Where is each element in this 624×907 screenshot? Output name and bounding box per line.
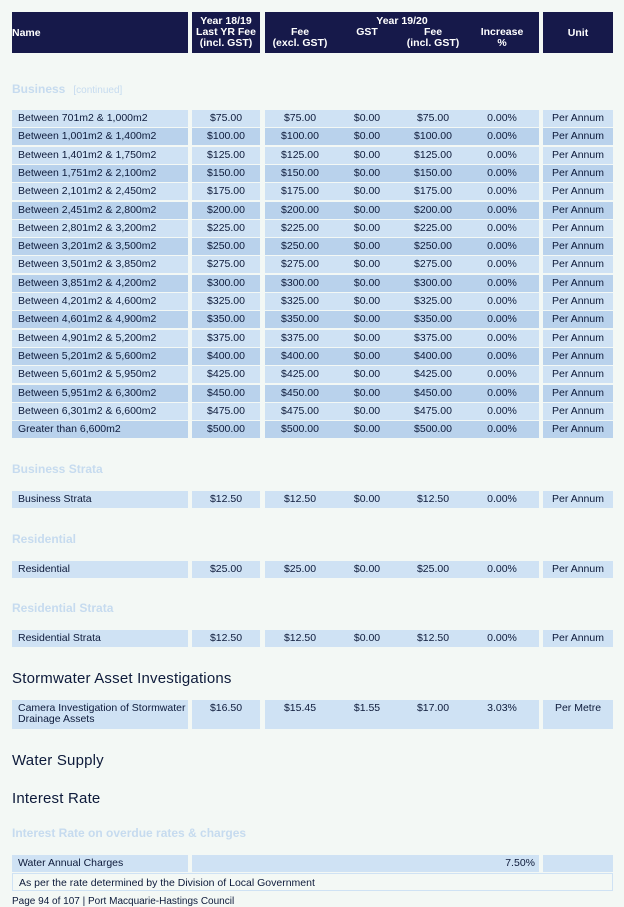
section-residential-strata-title: Residential Strata	[12, 601, 114, 615]
row-fee-excl: $325.00	[281, 295, 319, 307]
row-gst: $0.00	[353, 204, 381, 216]
row-gst: $0.00	[353, 167, 381, 179]
row-name: Between 3,851m2 & 4,200m2	[12, 275, 188, 292]
page-footer: Page 94 of 107 | Port Macquarie-Hastings Council	[12, 896, 235, 907]
row-gst: $0.00	[353, 423, 381, 435]
row-gst: $0.00	[353, 632, 381, 644]
header-increase: Increase	[480, 26, 524, 38]
row-last-yr-fee: $100.00	[192, 128, 260, 145]
row-gst: $0.00	[353, 222, 381, 234]
row-last-yr-fee: $25.00	[192, 561, 260, 578]
row-name: Between 1,401m2 & 1,750m2	[12, 147, 188, 164]
row-unit: Per Annum	[543, 275, 613, 292]
row-fee-incl: $350.00	[414, 313, 452, 325]
row-gst: $0.00	[353, 112, 381, 124]
header-unit: Unit	[567, 27, 589, 39]
row-unit: Per Annum	[543, 202, 613, 219]
row-fee-excl: $225.00	[281, 222, 319, 234]
row-name-line1: Camera Investigation of Stormwater	[18, 702, 186, 714]
table-row	[12, 165, 613, 182]
row-unit: Per Annum	[543, 147, 613, 164]
row-last-yr-fee: $375.00	[192, 330, 260, 347]
row-gst: $0.00	[353, 350, 381, 362]
row-unit: Per Annum	[543, 630, 613, 647]
row-name: Between 3,501m2 & 3,850m2	[12, 256, 188, 273]
table-row	[12, 855, 613, 872]
row-unit: Per Annum	[543, 238, 613, 255]
table-row	[12, 275, 613, 292]
row-last-yr-fee: $200.00	[192, 202, 260, 219]
row-gst: $0.00	[353, 387, 381, 399]
section-interest-rate-title: Interest Rate	[12, 790, 101, 807]
table-row	[12, 256, 613, 273]
row-name: Between 2,801m2 & 3,200m2	[12, 220, 188, 237]
table-row	[12, 403, 613, 420]
row-year-curr	[265, 385, 539, 402]
row-increase: 0.00%	[487, 185, 517, 197]
row-increase: 0.00%	[487, 258, 517, 270]
row-last-yr-fee: $275.00	[192, 256, 260, 273]
row-fee-incl: $400.00	[414, 350, 452, 362]
table-row	[12, 238, 613, 255]
row-name: Between 6,301m2 & 6,600m2	[12, 403, 188, 420]
row-fee-excl: $425.00	[281, 368, 319, 380]
row-gst: $0.00	[353, 240, 381, 252]
row-year-curr	[265, 238, 539, 255]
header-fee-excl: Fee	[290, 26, 310, 38]
row-unit: Per Annum	[543, 110, 613, 127]
table-row	[12, 366, 613, 383]
row-fee-incl: $300.00	[414, 277, 452, 289]
row-last-yr-fee: $175.00	[192, 183, 260, 200]
row-name: Between 4,601m2 & 4,900m2	[12, 311, 188, 328]
row-fee-incl: $225.00	[414, 222, 452, 234]
header-year-curr-cell	[265, 12, 539, 53]
row-increase: 0.00%	[487, 130, 517, 142]
row-unit: Per Annum	[543, 330, 613, 347]
row-fee-incl: $275.00	[414, 258, 452, 270]
header-last-yr-incl-gst: (incl. GST)	[199, 37, 253, 49]
row-year-curr	[265, 293, 539, 310]
row-unit: Per Annum	[543, 183, 613, 200]
row-name: Between 5,201m2 & 5,600m2	[12, 348, 188, 365]
row-unit: Per Annum	[543, 128, 613, 145]
row-year-curr	[265, 202, 539, 219]
row-name: Water Annual Charges	[12, 855, 188, 872]
row-unit: Per Annum	[543, 256, 613, 273]
row-increase: 0.00%	[487, 167, 517, 179]
header-year-prev: Year 18/19	[200, 15, 252, 27]
row-fee-incl: $17.00	[416, 702, 450, 714]
row-name: Between 1,751m2 & 2,100m2	[12, 165, 188, 182]
row-fee-incl: $12.50	[416, 632, 450, 644]
row-year-curr	[265, 311, 539, 328]
row-fee-excl: $475.00	[281, 405, 319, 417]
row-gst: $0.00	[353, 130, 381, 142]
row-unit: Per Annum	[543, 385, 613, 402]
row-unit: Per Metre	[543, 700, 613, 729]
row-increase: 0.00%	[487, 632, 517, 644]
header-gst: GST	[356, 26, 378, 38]
table-row	[12, 700, 613, 729]
table-row	[12, 348, 613, 365]
row-fee-incl: $325.00	[414, 295, 452, 307]
row-name: Between 2,451m2 & 2,800m2	[12, 202, 188, 219]
row-increase: 0.00%	[487, 563, 517, 575]
row-gst: $0.00	[353, 277, 381, 289]
row-fee-excl: $100.00	[281, 130, 319, 142]
header-name: Name	[12, 27, 41, 39]
header-increase-pct: %	[497, 37, 507, 49]
header-fee-incl: Fee	[423, 26, 443, 38]
row-rate-value: 7.50%	[505, 857, 535, 869]
row-unit: Per Annum	[543, 366, 613, 383]
row-increase: 0.00%	[487, 332, 517, 344]
row-fee-excl: $12.50	[283, 493, 317, 505]
row-year-curr	[265, 147, 539, 164]
row-fee-excl: $350.00	[281, 313, 319, 325]
row-name: Residential	[12, 561, 188, 578]
header-last-yr-cell	[192, 12, 260, 53]
row-last-yr-fee: $325.00	[192, 293, 260, 310]
section-business-title	[12, 82, 122, 96]
row-name: Between 5,951m2 & 6,300m2	[12, 385, 188, 402]
row-increase: 0.00%	[487, 204, 517, 216]
section-residential-title: Residential	[12, 532, 77, 546]
header-fee-incl-sub: (incl. GST)	[406, 37, 460, 49]
row-unit: Per Annum	[543, 348, 613, 365]
row-last-yr-fee: $225.00	[192, 220, 260, 237]
row-gst: $0.00	[353, 258, 381, 270]
row-last-yr-fee: $425.00	[192, 366, 260, 383]
row-fee-excl: $25.00	[283, 563, 317, 575]
business-title-text: Business	[12, 82, 66, 96]
table-row	[12, 311, 613, 328]
row-fee-incl: $25.00	[416, 563, 450, 575]
table-row	[12, 330, 613, 347]
row-increase: 0.00%	[487, 350, 517, 362]
row-last-yr-fee: $12.50	[192, 491, 260, 508]
row-increase: 0.00%	[487, 149, 517, 161]
row-gst: $0.00	[353, 563, 381, 575]
row-fee-excl: $125.00	[281, 149, 319, 161]
row-fee-excl: $150.00	[281, 167, 319, 179]
row-increase: 0.00%	[487, 240, 517, 252]
table-row	[12, 110, 613, 127]
row-last-yr-fee: $125.00	[192, 147, 260, 164]
row-unit: Per Annum	[543, 421, 613, 438]
row-fee-excl: $200.00	[281, 204, 319, 216]
row-fee-excl: $375.00	[281, 332, 319, 344]
row-name	[12, 700, 188, 729]
row-last-yr-fee: $300.00	[192, 275, 260, 292]
table-row	[12, 561, 613, 578]
row-year-curr	[265, 128, 539, 145]
row-increase: 0.00%	[487, 493, 517, 505]
row-fee-excl: $450.00	[281, 387, 319, 399]
row-fee-excl: $175.00	[281, 185, 319, 197]
row-year-curr	[265, 220, 539, 237]
row-name: Business Strata	[12, 491, 188, 508]
row-year-curr	[265, 403, 539, 420]
row-year-curr	[265, 561, 539, 578]
section-stormwater-title: Stormwater Asset Investigations	[12, 670, 232, 687]
row-unit: Per Annum	[543, 220, 613, 237]
row-gst: $0.00	[353, 405, 381, 417]
row-fee-incl: $125.00	[414, 149, 452, 161]
row-fee-excl: $250.00	[281, 240, 319, 252]
row-year-curr	[265, 110, 539, 127]
table-row	[12, 630, 613, 647]
row-year-curr	[265, 366, 539, 383]
row-last-yr-fee: $16.50	[192, 700, 260, 729]
row-increase: 0.00%	[487, 277, 517, 289]
row-gst: $0.00	[353, 368, 381, 380]
row-increase: 0.00%	[487, 222, 517, 234]
row-name: Between 4,201m2 & 4,600m2	[12, 293, 188, 310]
row-name: Greater than 6,600m2	[12, 421, 188, 438]
row-fee-incl: $100.00	[414, 130, 452, 142]
row-gst: $0.00	[353, 332, 381, 344]
row-name: Between 1,001m2 & 1,400m2	[12, 128, 188, 145]
section-interest-overdue-title: Interest Rate on overdue rates & charges	[12, 826, 247, 840]
row-fee-excl: $75.00	[283, 112, 317, 124]
row-unit: Per Annum	[543, 165, 613, 182]
row-name: Between 2,101m2 & 2,450m2	[12, 183, 188, 200]
row-fee-incl: $475.00	[414, 405, 452, 417]
row-fee-excl: $400.00	[281, 350, 319, 362]
row-name-line2: Drainage Assets	[18, 713, 95, 725]
row-fee-incl: $250.00	[414, 240, 452, 252]
row-increase: 0.00%	[487, 112, 517, 124]
row-fee-incl: $425.00	[414, 368, 452, 380]
row-increase: 0.00%	[487, 423, 517, 435]
header-year-curr: Year 19/20	[376, 15, 428, 27]
header-last-yr-fee: Last YR Fee	[196, 26, 256, 38]
row-gst: $0.00	[353, 149, 381, 161]
row-name: Between 3,201m2 & 3,500m2	[12, 238, 188, 255]
row-year-curr	[265, 421, 539, 438]
table-row	[12, 220, 613, 237]
row-year-curr	[265, 330, 539, 347]
business-continued: [continued]	[73, 85, 123, 96]
row-fee-excl: $300.00	[281, 277, 319, 289]
row-year-curr	[265, 275, 539, 292]
table-row	[12, 147, 613, 164]
row-increase: 0.00%	[487, 387, 517, 399]
row-fee-incl: $175.00	[414, 185, 452, 197]
row-unit: Per Annum	[543, 311, 613, 328]
row-year-curr	[265, 256, 539, 273]
row-name: Residential Strata	[12, 630, 188, 647]
row-year-curr	[265, 630, 539, 647]
table-row	[12, 293, 613, 310]
row-unit: Per Annum	[543, 561, 613, 578]
table-row	[12, 385, 613, 402]
row-last-yr-fee: $400.00	[192, 348, 260, 365]
header-name-cell	[12, 12, 188, 53]
row-name: Between 4,901m2 & 5,200m2	[12, 330, 188, 347]
row-unit: Per Annum	[543, 403, 613, 420]
row-fee-excl: $15.45	[283, 702, 317, 714]
row-fee-incl: $375.00	[414, 332, 452, 344]
row-gst: $0.00	[353, 313, 381, 325]
row-rate-cell	[192, 855, 539, 872]
row-gst: $0.00	[353, 295, 381, 307]
row-year-curr	[265, 165, 539, 182]
row-unit: Per Annum	[543, 491, 613, 508]
row-fee-excl: $500.00	[281, 423, 319, 435]
row-last-yr-fee: $500.00	[192, 421, 260, 438]
header-unit-cell	[543, 12, 613, 53]
row-gst: $1.55	[353, 702, 381, 714]
table-row	[12, 128, 613, 145]
section-water-supply-title: Water Supply	[12, 752, 104, 769]
row-last-yr-fee: $75.00	[192, 110, 260, 127]
row-fee-incl: $500.00	[414, 423, 452, 435]
row-increase: 0.00%	[487, 368, 517, 380]
row-unit	[543, 855, 613, 872]
row-fee-excl: $12.50	[283, 632, 317, 644]
row-last-yr-fee: $450.00	[192, 385, 260, 402]
row-increase: 0.00%	[487, 295, 517, 307]
row-gst: $0.00	[353, 185, 381, 197]
table-row	[12, 183, 613, 200]
row-fee-incl: $450.00	[414, 387, 452, 399]
row-year-curr	[265, 348, 539, 365]
table-row	[12, 491, 613, 508]
row-last-yr-fee: $250.00	[192, 238, 260, 255]
row-gst: $0.00	[353, 493, 381, 505]
row-increase: 0.00%	[487, 405, 517, 417]
interest-note-row	[12, 873, 613, 891]
row-fee-incl: $150.00	[414, 167, 452, 179]
row-name: Between 701m2 & 1,000m2	[12, 110, 188, 127]
row-fee-excl: $275.00	[281, 258, 319, 270]
row-name: Between 5,601m2 & 5,950m2	[12, 366, 188, 383]
table-row	[12, 202, 613, 219]
row-year-curr	[265, 491, 539, 508]
table-row	[12, 421, 613, 438]
row-last-yr-fee: $350.00	[192, 311, 260, 328]
row-last-yr-fee: $12.50	[192, 630, 260, 647]
row-last-yr-fee: $150.00	[192, 165, 260, 182]
row-increase: 0.00%	[487, 313, 517, 325]
row-fee-incl: $200.00	[414, 204, 452, 216]
row-fee-incl: $75.00	[416, 112, 450, 124]
section-business-strata-title: Business Strata	[12, 462, 103, 476]
header-fee-excl-sub: (excl. GST)	[272, 37, 328, 49]
row-last-yr-fee: $475.00	[192, 403, 260, 420]
row-year-curr	[265, 700, 539, 729]
row-unit: Per Annum	[543, 293, 613, 310]
row-year-curr	[265, 183, 539, 200]
row-fee-incl: $12.50	[416, 493, 450, 505]
interest-note: As per the rate determined by the Division of Local Government	[12, 873, 613, 891]
row-increase: 3.03%	[487, 702, 517, 714]
